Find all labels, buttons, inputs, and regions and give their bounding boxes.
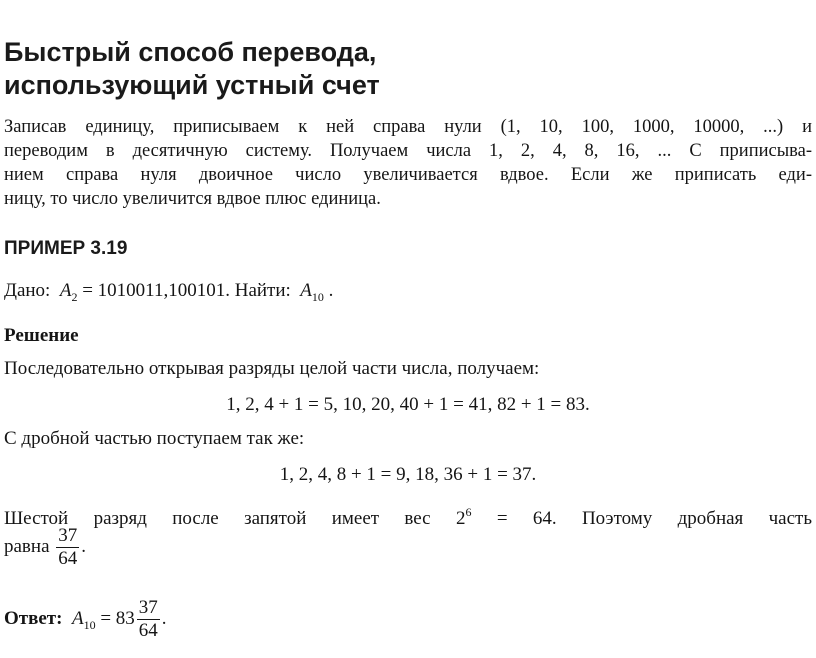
- intro-paragraph: [4, 115, 812, 211]
- given-statement: [4, 280, 333, 305]
- therefore-text: . Поэтому дробная часть: [551, 508, 813, 529]
- answer-label: Ответ:: [4, 607, 63, 629]
- answer-numerator: 37: [138, 597, 158, 618]
- answer-fraction: [137, 597, 160, 642]
- fraction-result-line: [4, 525, 86, 570]
- intro-line-4: ницу, то число увеличится вдвое плюс единица.: [4, 189, 381, 209]
- answer-line: [4, 597, 167, 642]
- power-base: 2: [455, 508, 466, 529]
- intro-line-2: переводим в десятичную систему. Получаем числа 1, 2, 4, 8, 16, ... С приписыва-: [4, 141, 812, 161]
- intro-line-1: Записав единицу, приписываем к ней справа нули (1, 10, 100, 1000, 10000, ...) и: [4, 117, 812, 137]
- find-end: .: [328, 280, 334, 301]
- given-label: Дано:: [4, 280, 51, 301]
- fraction-part-formula: 1, 2, 4, 8 + 1 = 9, 18, 36 + 1 = 37.: [279, 464, 537, 485]
- integer-part-formula: 1, 2, 4 + 1 = 5, 10, 20, 40 + 1 = 41, 82 + 1 = 83.: [226, 394, 590, 415]
- answer-end: .: [161, 607, 167, 629]
- fraction-numerator: 37: [58, 525, 78, 546]
- equals-text: равна: [4, 535, 50, 557]
- intro-line-3: нием справа нуля двоичное число увеличивается вдвое. Если же приписать еди-: [4, 165, 812, 185]
- sixth-digit-sentence: [4, 505, 812, 530]
- given-variable: A: [59, 280, 72, 301]
- answer-integer: = 83: [100, 607, 135, 629]
- answer-denominator: 64: [138, 620, 158, 641]
- fraction-denominator: 64: [58, 548, 78, 569]
- solution-heading: Решение: [4, 325, 79, 346]
- section-title-line-2: использующий устный счет: [4, 70, 380, 100]
- fraction-part-intro: С дробной частью поступаем так же:: [4, 428, 305, 449]
- given-value: = 1010011,100101: [82, 280, 226, 301]
- section-title: [4, 36, 804, 102]
- find-variable: A: [300, 280, 312, 301]
- power-exponent: 6: [465, 505, 472, 519]
- answer-variable: A: [71, 607, 84, 629]
- answer-subscript: 10: [83, 617, 96, 632]
- integer-part-intro: Последовательно открывая разряды целой части числа, получаем:: [4, 358, 540, 379]
- section-title-line-1: Быстрый способ перевода,: [4, 37, 377, 67]
- find-label: . Найти:: [225, 280, 291, 301]
- find-subscript: 10: [311, 290, 324, 304]
- fraction-37-64: [56, 525, 79, 570]
- power-expression: [455, 505, 552, 529]
- sixth-digit-text: Шестой разряд после запятой имеет вес: [4, 508, 431, 529]
- power-result: = 64: [496, 508, 552, 529]
- given-subscript: 2: [71, 290, 78, 304]
- fraction-end: .: [81, 535, 87, 557]
- example-heading: ПРИМЕР 3.19: [4, 238, 128, 259]
